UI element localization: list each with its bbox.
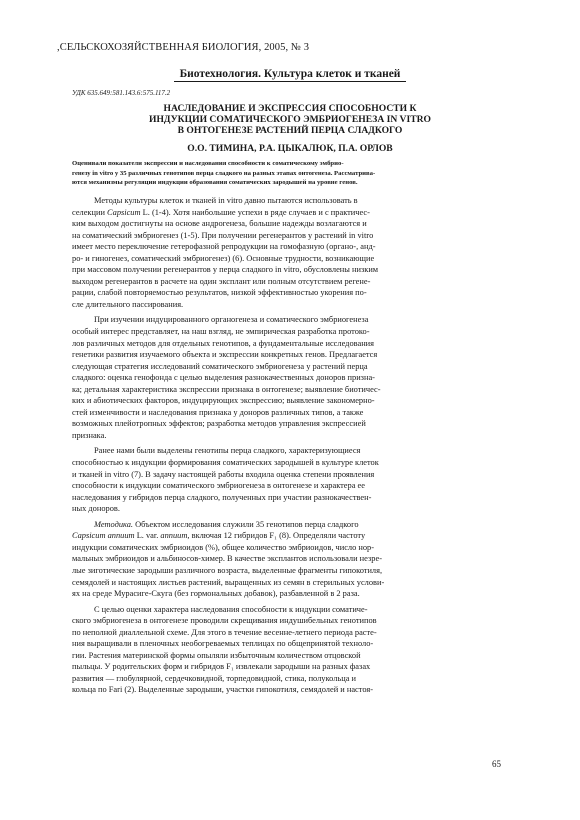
paragraph xyxy=(72,195,504,310)
page-number: 65 xyxy=(492,759,501,769)
body-line: ких и абиотических факторов, индуцирующих экспрессию; выявление закономерно- xyxy=(72,396,375,406)
body-line: следующая стратегия исследований соматического эмбриогенеза у растений перца xyxy=(72,361,368,371)
body-line: выходом регенерантов в расчете на один эксплант или полным отсутствием регене- xyxy=(72,276,371,286)
body-line: способностью к индукции формирования соматических зародышей в культуре клеток xyxy=(72,458,379,468)
body-line: семядолей и настоящих листьев растений, выращенных из семян в стерильных услови- xyxy=(72,577,385,587)
body-line: и тканей in vitro (7). В задачу настоящей работы входила оценка степени проявления xyxy=(72,469,375,479)
body-line: ро- и гиногенез, соматический эмбриогенез) (6). Основные трудности, возникающие xyxy=(72,253,375,263)
abstract-line: генезу in vitro у 35 различных генотипов перца сладкого на разных этапах онтогенеза. Рассматрива- xyxy=(72,169,376,177)
body-line: особый интерес представляет, на наш взгляд, не эмпирическая разработка протоко- xyxy=(72,327,370,337)
title-line: В ОНТОГЕНЕЗЕ РАСТЕНИЙ ПЕРЦА СЛАДКОГО xyxy=(177,125,403,136)
body-line: При изучении индуцированного органогенеза и соматического эмбриогенеза xyxy=(94,315,369,325)
authors: О.О. ТИМИНА, Р.А. ЦЫКАЛЮК, П.А. ОРЛОВ xyxy=(187,143,393,154)
body-line: сле длительного пассирования. xyxy=(72,299,184,309)
body-line: рации, слабой повторяемостью результатов, низкой эффективностью укорения по- xyxy=(72,288,367,298)
body-line: Методика. Объектом исследования служили 35 генотипов перца сладкого xyxy=(94,519,359,529)
body-line: признака. xyxy=(72,430,107,440)
paragraph xyxy=(72,519,504,600)
article-title xyxy=(60,103,520,136)
body-line: кольца по Fari (2). Выделенные зародыши, участки гипокотиля, семядолей и настоя- xyxy=(72,685,373,695)
body-line: Методы культуры клеток и тканей in vitro давно пытаются использовать в xyxy=(94,196,358,205)
body-line: при массовом получении регенерантов у перца сладкого in vitro, обусловлены низким xyxy=(72,265,379,275)
body-line: на соматический эмбриогенез (1-5). При получении регенерантов у растений in vitro xyxy=(72,230,374,240)
body-line: ского эмбриогенеза в онтогенезе проводили скрещивания индушибельных генотипов xyxy=(72,616,377,626)
body-line: С целью оценки характера наследования способности к индукции соматиче- xyxy=(94,604,368,614)
abstract-line: Оценивали показатели экспрессии и наследования способности к соматическому эмбрио- xyxy=(72,160,344,167)
body-line: ных доноров. xyxy=(72,504,120,514)
abstract xyxy=(72,159,504,188)
title-line: ИНДУКЦИИ СОМАТИЧЕСКОГО ЭМБРИОГЕНЕЗА IN VITRO xyxy=(149,114,431,125)
article-body xyxy=(72,195,504,696)
body-line: ях на среде Мурасиге-Скуга (без гормональных добавок), разбавленной в 2 раза. xyxy=(72,589,360,599)
body-line: сладкого: оценка генофонда с целью выделения разнокачественных доноров призна- xyxy=(72,373,375,383)
body-line: Ранее нами были выделены генотипы перца сладкого, характеризующиеся xyxy=(94,446,361,456)
paragraph xyxy=(72,445,504,514)
body-line: селекции Capsicum L. (1-4). Хотя наибольшие успехи в ряде случаев и с практичес- xyxy=(72,207,370,217)
body-line: имеет место переключение гетерофазной репродукции на гомофазную (органо-, анд- xyxy=(72,242,376,252)
udc-code: УДК 635.649:581.143.6:575.117.2 xyxy=(72,89,171,97)
body-line: индукции соматических эмбриоидов (%), общее количество эмбриоидов, число нор- xyxy=(72,542,375,552)
section-heading-text: Биотехнология. Культура клеток и тканей xyxy=(174,68,407,82)
body-line: ким выходом достигнуты на основе андрогенеза, большие надежды возлагаются и xyxy=(72,219,367,229)
body-line: пыльцы. У родительских форм и гибридов F₁ извлекали зародыши на разных фазах xyxy=(72,662,371,672)
body-line: лов различных методов для отдельных генотипов, а фундаментальные исследования xyxy=(72,338,375,348)
section-heading xyxy=(0,68,580,80)
body-line: гии. Растения материнской формы опыляли избыточным количеством отцовской xyxy=(72,650,361,660)
body-line: Capsicum annuum L. var. annuum, включая 12 гибридов F₁ (8). Определяли частоту xyxy=(72,531,366,541)
body-line: ния выращивали в пленочных необогреваемых теплицах по общепринятой техноло- xyxy=(72,639,374,649)
body-line: мальных эмбриоидов и альбиносов-химер. В качестве эксплантов использовали незре- xyxy=(72,554,382,564)
body-line: лые зиготические зародыши различного возраста, выделенные фрагменты гипокотиля, xyxy=(72,565,383,575)
body-line: способности к индукции соматического эмбриогенеза в онтогенезе и характера ее xyxy=(72,481,365,491)
paragraph xyxy=(72,314,504,441)
body-line: развития — глобулярной, сердечковидной, торпедовидной, стика, полукольца и xyxy=(72,673,356,683)
title-line: НАСЛЕДОВАНИЕ И ЭКСПРЕССИЯ СПОСОБНОСТИ К xyxy=(163,103,417,114)
body-line: возможных плейотропных эффектов; разработка методов управления экспрессией xyxy=(72,419,366,429)
body-line: по неполной диаллельной схеме. Для этого в течение весенне-летнего периода расте- xyxy=(72,627,377,637)
body-line: ка; детальная характеристика экспрессии признака в онтогенезе; выявление биотичес- xyxy=(72,384,381,394)
body-line: стей изменчивости и наследования признака у доноров различных типов, а также xyxy=(72,407,364,417)
paragraph xyxy=(72,604,504,696)
abstract-line: ются механизмы регуляции индукции образования соматических зародышей на уровне генов. xyxy=(72,179,358,187)
body-line: генетики развития изучаемого объекта и экспрессии конкретных генов. Предлагается xyxy=(72,350,378,360)
running-head: ,СЕЛЬСКОХОЗЯЙСТВЕННАЯ БИОЛОГИЯ, 2005, № 3 xyxy=(57,42,310,53)
body-line: наследования у гибридов перца сладкого, полученных при участии разнокачествен- xyxy=(72,492,372,502)
